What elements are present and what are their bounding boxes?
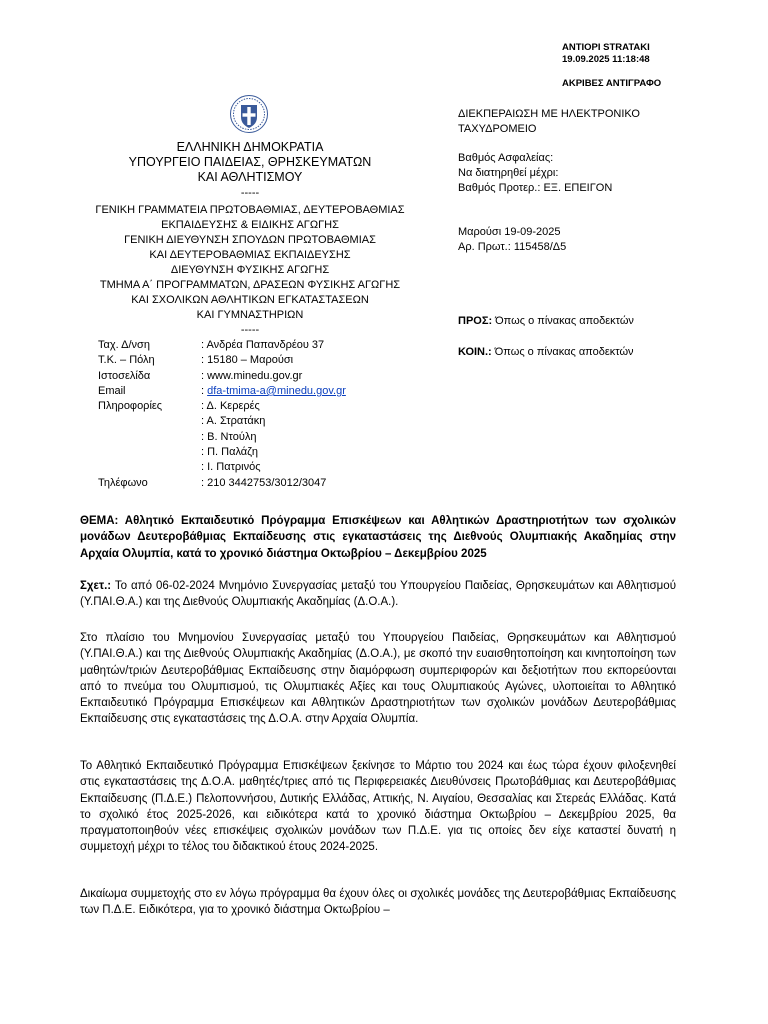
department-line: ΚΑΙ ΔΕΥΤΕΡΟΒΑΘΜΙΑΣ ΕΚΠΑΙΔΕΥΣΗΣ xyxy=(149,249,351,261)
department-line: ΚΑΙ ΣΧΟΛΙΚΩΝ ΑΘΛΗΤΙΚΩΝ ΕΓΚΑΤΑΣΤΑΣΕΩΝ xyxy=(131,294,369,306)
phone-label: Τηλέφωνο xyxy=(98,476,148,489)
email-label: Email xyxy=(98,384,126,397)
retain-until: Να διατηρηθεί μέχρι: xyxy=(458,167,559,179)
department-line: ΚΑΙ ΓΥΜΝΑΣΤΗΡΙΩΝ xyxy=(196,309,304,321)
digital-signature xyxy=(562,42,650,66)
ministry-line-1: ΥΠΟΥΡΓΕΙΟ ΠΑΙΔΕΙΑΣ, ΘΡΗΣΚΕΥΜΑΤΩΝ xyxy=(128,155,372,169)
website-label: Ιστοσελίδα xyxy=(98,369,151,382)
document-date: Μαρούσι 19-09-2025 xyxy=(458,226,561,238)
info-contact: : Π. Παλάζη xyxy=(201,446,258,459)
processing-line-1: ΔΙΕΚΠΕΡΑΙΩΣΗ ΜΕ ΗΛΕΚΤΡΟΝΙΚΟ xyxy=(458,108,640,120)
issuer-header xyxy=(80,140,420,185)
reference-label: Σχετ.: xyxy=(80,580,112,592)
info-label: Πληροφορίες xyxy=(98,400,163,413)
paragraph-text: Στο πλαίσιο του Μνημονίου Συνεργασίας μεταξύ του Υπουργείου Παιδείας, Θρησκευμάτων και Αθλητισμού (Υ.ΠΑΙ.Θ.Α.) και της Διεθνούς Ολυμπιακής Ακαδημίας (Δ.Ο.Α.), με σκοπό την ευαισθητοποίηση και κινητοποίηση των μαθητών/τριών Δευτεροβάθμιας Εκπαίδευσης στην διαμόρφωση συμπεριφορών και δεξιοτήτων που εκπορεύονται από το πνεύμα του Ολυμπισμού, τις Ολυμπιακές Αξίες και τους Ολυμπιακούς Αγώνες, υλοποιείται το Αθλητικό Εκπαιδευτικό Πρόγραμμα Επισκέψεων και Αθλητικών Δραστηριοτήτων των σχολικών μονάδων Δευτεροβάθμιας Εκπαίδευσης στις εγκαταστάσεις της Δ.Ο.Α. στην Αρχαία Ολυμπία. xyxy=(80,632,676,726)
email-link[interactable]: dfa-tmima-a@minedu.gov.gr xyxy=(207,384,346,397)
header-separator: ----- xyxy=(240,324,260,336)
signer-name: ANTIOPI STRATAKI xyxy=(562,42,650,53)
recipients-cc xyxy=(458,345,634,360)
info-contact: : Α. Στρατάκη xyxy=(201,415,266,428)
department-line: ΤΜΗΜΑ Α΄ ΠΡΟΓΡΑΜΜΑΤΩΝ, ΔΡΑΣΕΩΝ ΦΥΣΙΚΗΣ ΑΓΩΓΗΣ xyxy=(99,279,401,291)
recipients-to xyxy=(458,314,634,329)
subject xyxy=(80,513,676,562)
signature-timestamp: 19.09.2025 11:18:48 xyxy=(562,54,650,65)
certified-copy-label: ΑΚΡΙΒΕΣ ΑΝΤΙΓΡΑΦΟ xyxy=(562,78,662,89)
to-label: ΠΡΟΣ: xyxy=(458,315,493,327)
date-protocol-block xyxy=(458,225,566,255)
department-line: ΓΕΝΙΚΗ ΔΙΕΥΘΥΝΣΗ ΣΠΟΥΔΩΝ ΠΡΩΤΟΒΑΘΜΙΑΣ xyxy=(124,234,376,246)
website-value: : www.minedu.gov.gr xyxy=(201,369,303,382)
phone-value: : 210 3442753/3012/3047 xyxy=(201,476,327,489)
info-contact: : Β. Ντούλη xyxy=(201,430,257,443)
department-lines xyxy=(80,203,420,338)
paragraph-text: Δικαίωμα συμμετοχής στο εν λόγω πρόγραμμα θα έχουν όλες οι σχολικές μονάδες της Δευτεροβάθμιας Εκπαίδευσης των Π.Δ.Ε. Ειδικότερα, για το χρονικό διάστημα Οκτωβρίου – xyxy=(80,888,676,917)
classification-block xyxy=(458,151,612,196)
department-line: ΔΙΕΥΘΥΝΣΗ ΦΥΣΙΚΗΣ ΑΓΩΓΗΣ xyxy=(170,264,330,276)
paragraph-2 xyxy=(80,758,676,856)
processing-line-2: ΤΑΧΥΔΡΟΜΕΙΟ xyxy=(458,123,537,135)
to-value: Όπως ο πίνακας αποδεκτών xyxy=(492,315,634,327)
paragraph-text: Το Αθλητικό Εκπαιδευτικό Πρόγραμμα Επισκέψεων ξεκίνησε το Μάρτιο του 2024 και έως τώρα έχουν φιλοξενηθεί στις εγκαταστάσεις της Δ.Ο.Α. μαθητές/τριες από τις Περιφερειακές Διευθύνσεις Πρωτοβάθμιας και Δευτεροβάθμιας Εκπαίδευσης (Π.Δ.Ε.) Πελοποννήσου, Δυτικής Ελλάδας, Αττικής, Ν. Αιγαίου, Θεσσαλίας και Στερεάς Ελλάδας. Κατά το σχολικό έτος 2025-2026, και ειδικότερα κατά το χρονικό διάστημα Οκτωβρίου – Δεκεμβρίου 2025, θα πραγματοποιηθούν νέες επισκέψεις σχολικών μονάδων των Π.Δ.Ε. για τις οποίες δεν είχε καταστεί δυνατή η συμμετοχή μέχρι το τέλος του διδακτικού έτους 2024-2025. xyxy=(80,760,676,854)
department-line: ΓΕΝΙΚΗ ΓΡΑΜΜΑΤΕΙΑ ΠΡΩΤΟΒΑΘΜΙΑΣ, ΔΕΥΤΕΡΟΒΑΘΜΙΑΣ xyxy=(95,204,405,216)
department-line: ΕΚΠΑΙΔΕΥΣΗΣ & ΕΙΔΙΚΗΣ ΑΓΩΓΗΣ xyxy=(161,219,339,231)
paragraph-3 xyxy=(80,886,676,919)
address-label: Ταχ. Δ/νση xyxy=(98,339,150,351)
address-value: : Ανδρέα Παπανδρέου 37 xyxy=(201,339,325,351)
greek-coat-of-arms-icon xyxy=(229,94,269,134)
contact-details xyxy=(98,338,346,491)
country-name: ΕΛΛΗΝΙΚΗ ΔΗΜΟΚΡΑΤΙΑ xyxy=(176,140,324,154)
priority-level: Βαθμός Προτερ.: ΕΞ. ΕΠΕΙΓΟΝ xyxy=(458,182,613,194)
security-level: Βαθμός Ασφαλείας: xyxy=(458,152,554,164)
reference-text: Το από 06-02-2024 Μνημόνιο Συνεργασίας μεταξύ του Υπουργείου Παιδείας, Θρησκευμάτων και Αθλητισμού (Υ.ΠΑΙ.Θ.Α.) και της Διεθνούς Ολυμπιακής Ακαδημίας (Δ.Ο.Α.). xyxy=(80,580,676,609)
cc-value: Όπως ο πίνακας αποδεκτών xyxy=(491,346,634,358)
header-separator: ----- xyxy=(240,187,260,199)
cc-label: ΚΟΙΝ.: xyxy=(458,346,492,358)
ministry-line-2: ΚΑΙ ΑΘΛΗΤΙΣΜΟΥ xyxy=(197,170,303,184)
postal-value: : 15180 – Μαρούσι xyxy=(201,354,294,367)
postal-label: Τ.Κ. – Πόλη xyxy=(98,354,155,367)
protocol-number: Αρ. Πρωτ.: 115458/Δ5 xyxy=(458,241,567,253)
subject-text: ΘΕΜΑ: Αθλητικό Εκπαιδευτικό Πρόγραμμα Επισκέψεων και Αθλητικών Δραστηριοτήτων των σχολικών μονάδων Δευτεροβάθμιας Εκπαίδευσης στις εγκαταστάσεις της Διεθνούς Ολυμπιακής Ακαδημίας στην Αρχαία Ολυμπία, κατά το χρονικό διάστημα Οκτωβρίου – Δεκεμβρίου 2025 xyxy=(80,515,676,560)
email-prefix: : xyxy=(201,384,208,397)
paragraph-1 xyxy=(80,630,676,728)
reference xyxy=(80,578,676,611)
info-contact: : Ι. Πατρινός xyxy=(201,461,261,474)
processing-note xyxy=(458,107,640,137)
info-contact: : Δ. Κερερές xyxy=(201,400,260,413)
